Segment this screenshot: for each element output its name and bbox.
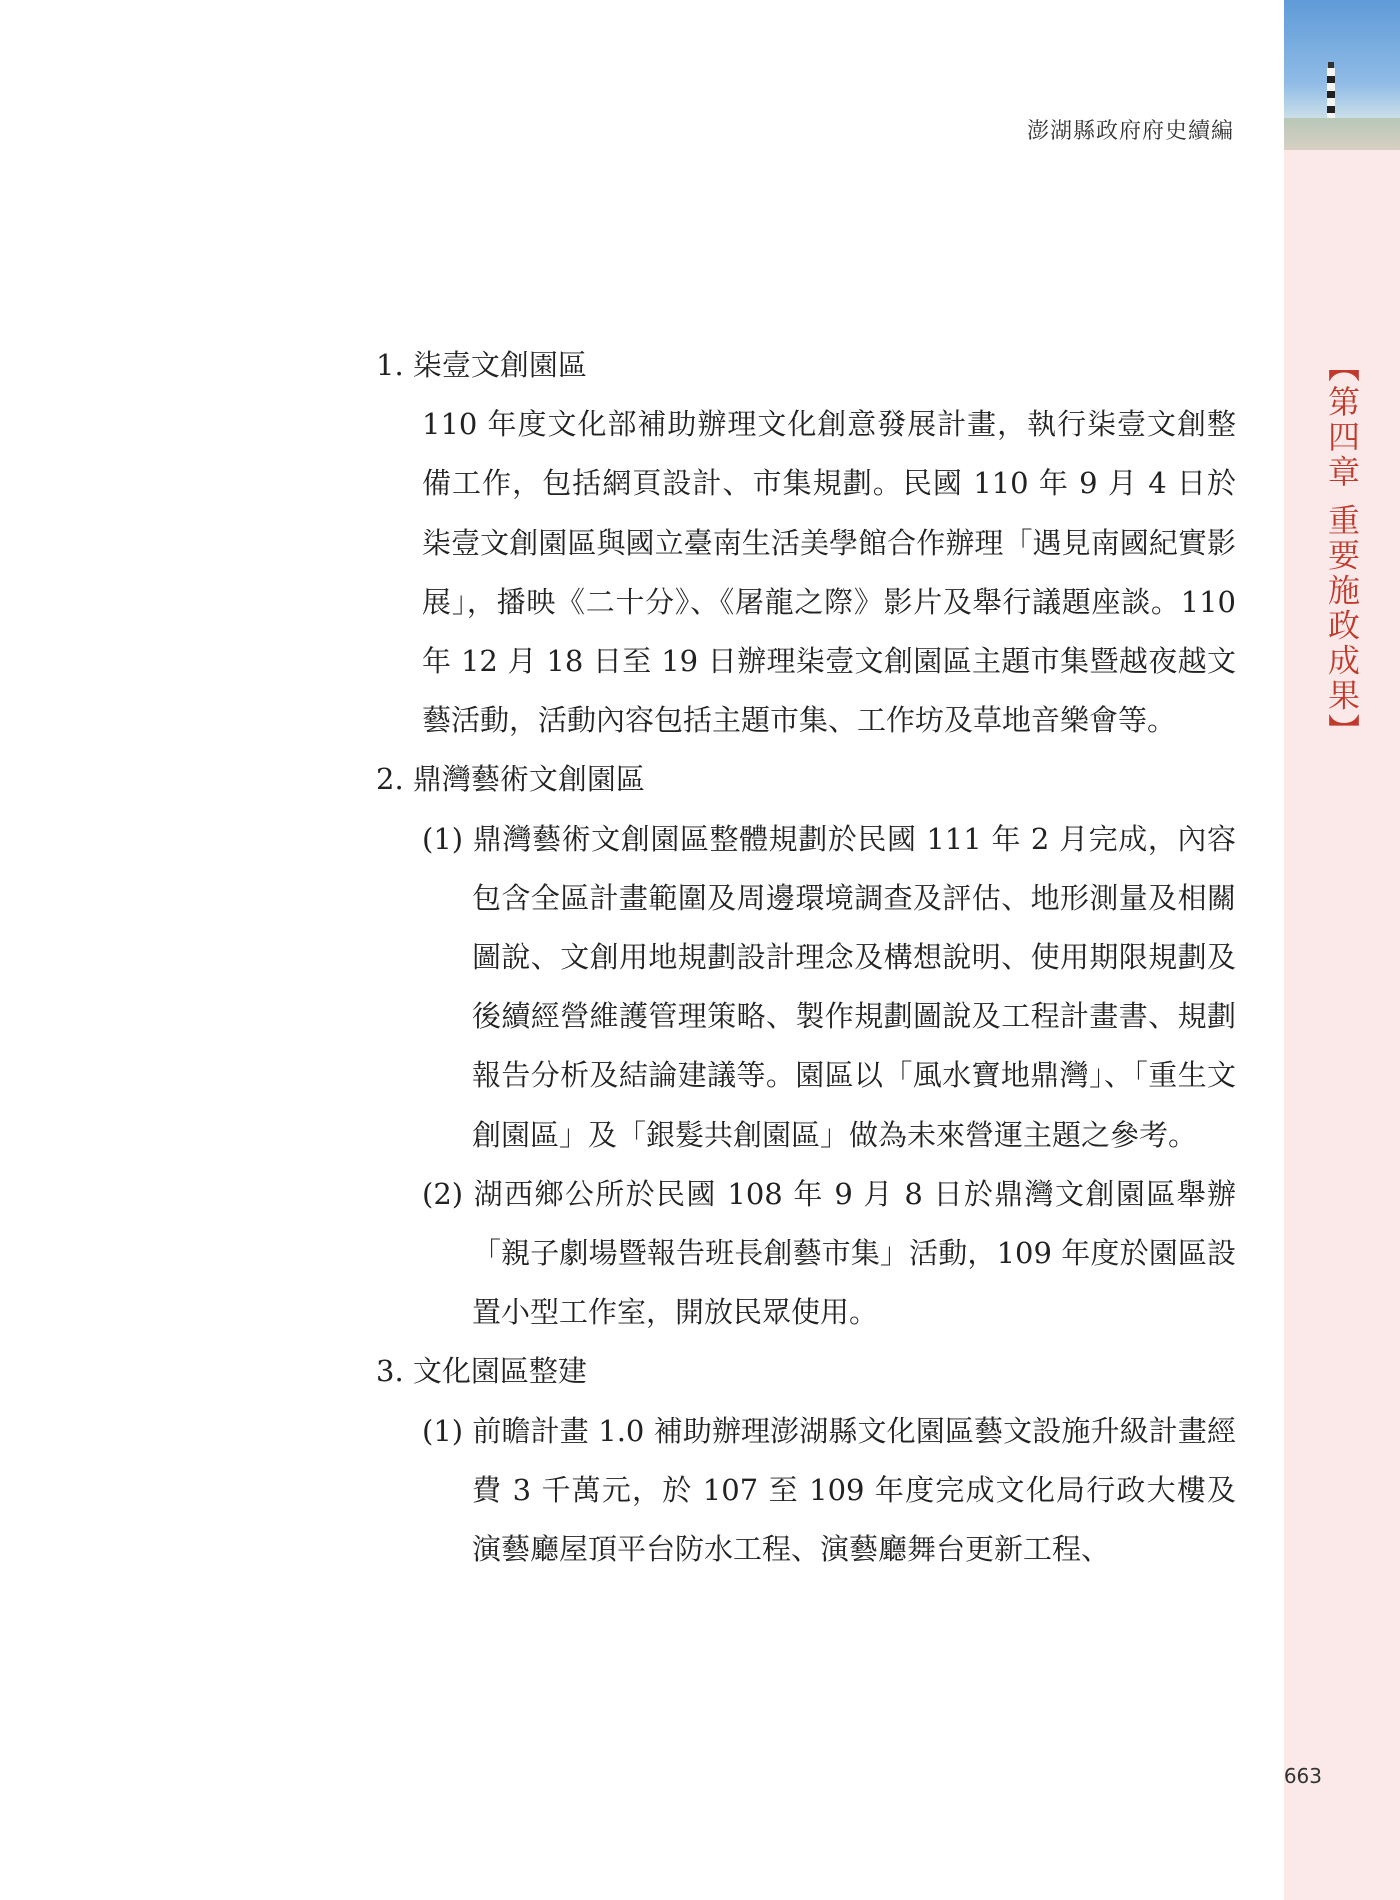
book-title: 澎湖縣政府府史續編 [1026, 119, 1234, 144]
lighthouse-photo [1284, 0, 1400, 150]
section-heading: 2. 鼎灣藝術文創園區 [376, 762, 645, 797]
list-item: (2) 湖西鄉公所於民國 108 年 9 月 8 日於鼎灣文創園區舉辦「親子劇場暨報告班長創藝市集」活動，109 年度於園區設置小型工作室，開放民眾使用。 [422, 1176, 1236, 1330]
section-heading: 3. 文化園區整建 [376, 1354, 587, 1389]
chapter-label: 【第四章 重要施政成果】 [1323, 350, 1361, 749]
section-heading: 1. 柒壹文創園區 [376, 348, 587, 382]
shoreline [1284, 118, 1400, 150]
body-content [376, 336, 1236, 1579]
section-paragraph: 110 年度文化部補助辦理文化創意發展計畫，執行柒壹文創整備工作，包括網頁設計、市集規劃。民國 110 年 9 月 4 日於柒壹文創園區與國立臺南生活美學館合作辦理「遇見南國紀實影展」，播映《二十分》、《屠龍之際》影片及舉行議題座談。110 年 12 月 18 日至 19 日辦理柒壹文創園區主題市集暨越夜越文藝活動，活動內容包括主題市集、工作坊及草地音樂會等。 [422, 407, 1236, 738]
page-number: 663 [1283, 1764, 1322, 1788]
lighthouse-icon [1324, 62, 1338, 124]
side-band [1284, 0, 1400, 1900]
list-item: (1) 鼎灣藝術文創園區整體規劃於民國 111 年 2 月完成，內容包含全區計畫範圍及周邊環境調查及評估、地形測量及相關圖說、文創用地規劃設計理念及構想說明、使用期限規劃及後續經營維護管理策略、製作規劃圖說及工程計畫書、規劃報告分析及結論建議等。園區以「風水寶地鼎灣」、「重生文創園區」及「銀髮共創園區」做為未來營運主題之參考。 [422, 821, 1236, 1152]
list-item: (1) 前瞻計畫 1.0 補助辦理澎湖縣文化園區藝文設施升級計畫經費 3 千萬元，於 107 至 109 年度完成文化局行政大樓及演藝廳屋頂平台防水工程、演藝廳舞台更新工程、 [422, 1413, 1236, 1567]
